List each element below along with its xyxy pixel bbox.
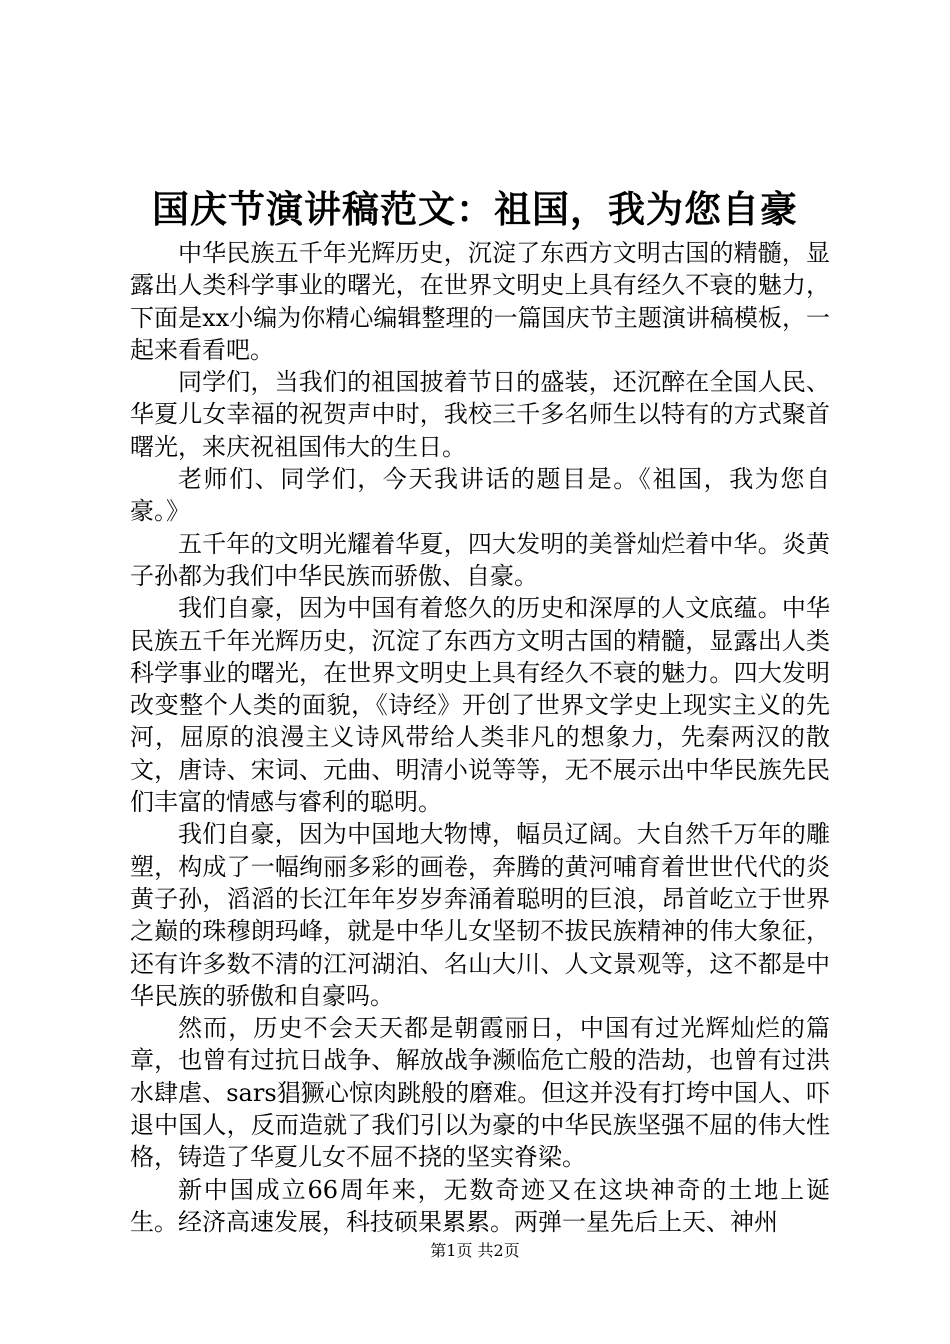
page-footer: 第1页 共2页 — [430, 1241, 520, 1260]
paragraph-4: 五千年的文明光耀着华夏，四大发明的美誉灿烂着中华。炎黄子孙都为我们中华民族而骄傲、自豪。 — [130, 529, 830, 590]
paragraph-1: 中华民族五千年光辉历史，沉淀了东西方文明古国的精髓，显露出人类科学事业的曙光，在世界文明史上具有经久不衰的魅力，下面是xx小编为你精心编辑整理的一篇国庆节主题演讲稿模板，一起来看看吧。 — [130, 239, 830, 364]
paragraph-7: 然而，历史不会天天都是朝霞丽日，中国有过光辉灿烂的篇章，也曾有过抗日战争、解放战争濒临危亡般的浩劫，也曾有过洪水肆虐、sars猖獗心惊肉跳般的磨难。但这并没有打垮中国人、吓退中国人，反而造就了我们引以为豪的中华民族坚强不屈的伟大性格，铸造了华夏儿女不屈不挠的坚实脊梁。 — [130, 1014, 830, 1172]
document-body — [130, 237, 830, 1238]
paragraph-3: 老师们、同学们，今天我讲话的题目是。《祖国，我为您自豪。》 — [130, 465, 830, 526]
paragraph-8: 新中国成立66周年来，无数奇迹又在这块神奇的土地上诞生。经济高速发展，科技硕果累累。两弹一星先后上天、神州 — [130, 1175, 830, 1236]
paragraph-6: 我们自豪，因为中国地大物博，幅员辽阔。大自然千万年的雕塑，构成了一幅绚丽多彩的画卷，奔腾的黄河哺育着世世代代的炎黄子孙，滔滔的长江年年岁岁奔涌着聪明的巨浪，昂首屹立于世界之巅的珠穆朗玛峰，就是中华儿女坚韧不拔民族精神的伟大象征，还有许多数不清的江河湖泊、名山大川、人文景观等，这不都是中华民族的骄傲和自豪吗。 — [130, 820, 830, 1010]
paragraph-5: 我们自豪，因为中国有着悠久的历史和深厚的人文底蕴。中华民族五千年光辉历史，沉淀了东西方文明古国的精髓，显露出人类科学事业的曙光，在世界文明史上具有经久不衰的魅力。四大发明改变整个人类的面貌，《诗经》开创了世界文学史上现实主义的先河，屈原的浪漫主义诗风带给人类非凡的想象力，先秦两汉的散文，唐诗、宋词、元曲、明清小说等等，无不展示出中华民族先民们丰富的情感与睿利的聪明。 — [130, 594, 830, 817]
paragraph-2: 同学们，当我们的祖国披着节日的盛装，还沉醉在全国人民、华夏儿女幸福的祝贺声中时，我校三千多名师生以特有的方式聚首曙光，来庆祝祖国伟大的生日。 — [130, 368, 830, 461]
document-title: 国庆节演讲稿范文：祖国，我为您自豪 — [152, 187, 798, 231]
